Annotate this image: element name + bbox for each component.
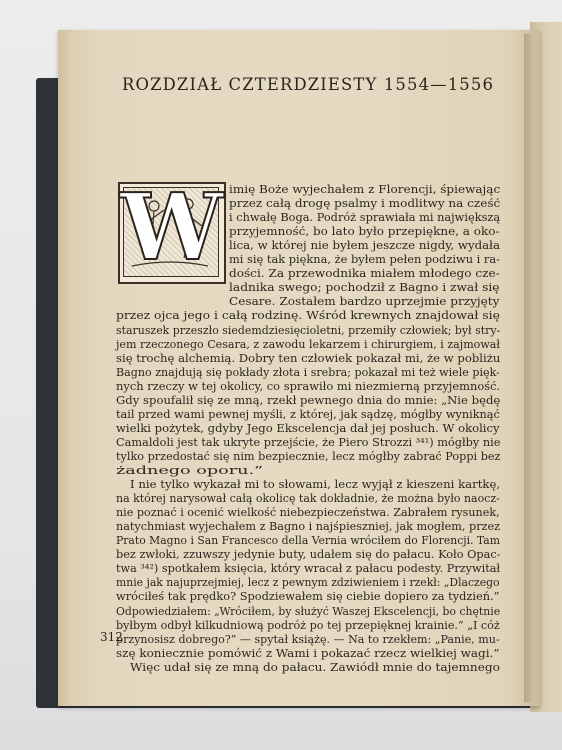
text-line: żadnego oporu.”	[116, 464, 264, 477]
text-line: Prato Magno i San Francesco della Vernia wróciłem do Florencji. Tam	[116, 534, 500, 548]
text-line: twa ³⁴²) spotkałem księcia, który wracał z pałacu podesty. Przywitał	[116, 562, 501, 576]
chapter-title: ROZDZIAŁ CZTERDZIESTY 1554—1556	[122, 75, 495, 95]
text-line: Odpowiedziałem: „Wróciłem, by służyć Waszej Ekscelencji, bo chętnie	[116, 604, 501, 618]
text-line: Camaldoli jest tak ukryte przejście, że Piero Strozzi ³⁴¹) mógłby nie	[116, 435, 501, 449]
text-line: na której narysował całą okolicę tak dokładnie, że można było naocz-	[116, 492, 500, 506]
text-line: lica, w której nie byłem jeszcze nigdy, wydała	[229, 239, 501, 253]
text-line: I nie tylko wykazał mi to słowami, lecz wyjął z kieszeni kartkę,	[130, 478, 501, 492]
text-line: Cesare. Zostałem bardzo uprzejmie przyjęty	[229, 295, 500, 309]
text-line: ladnika swego; pochodził z Bagno i zwał się	[229, 281, 500, 295]
initial-letter: W	[120, 173, 224, 281]
text-line: i chwałę Boga. Podróż sprawiała mi największą	[229, 211, 501, 225]
text-line: jem rzeczonego Cesara, z zawodu lekarzem i chirurgiem, i zajmował	[116, 337, 500, 351]
text-line: natychmiast wyjechałem z Bagno i najśpieszniej, jak mogłem, przez	[116, 520, 501, 534]
text-line: się trochę alchemią. Dobry ten człowiek pokazał mi, że w pobliżu	[116, 351, 501, 365]
text-line: wróciłeś tak prędko? Spodziewałem się ciebie dopiero za tydzień.”	[116, 590, 500, 604]
text-line: wielki pożytek, gdyby Jego Ekscelencja dał jej posłuch. W okolicy	[116, 421, 500, 435]
text-line: dości. Za przewodnika miałem młodego cze-	[229, 267, 500, 281]
text-line: byłbym odbył kilkudniową podróż po tej przepięknej krainie.” „I cóż	[116, 618, 500, 632]
text-line: szę koniecznie pomówić z Wami i pokazać rzecz wielkiej wagi.”	[116, 646, 500, 660]
text-line: nie poznać i ocenić wielkość niebezpieczeństwa. Zabrałem rysunek,	[116, 506, 500, 520]
text-line: nych rzeczy w tej okolicy, co sprawiło mi niezmierną przyjemność.	[116, 379, 501, 393]
text-line: mnie jak najuprzejmiej, lecz z pewnym zdziwieniem i rzekł: „Dlaczego	[116, 576, 500, 590]
text-line: przyjemność, bo lato było przepiękne, a oko-	[229, 225, 500, 239]
text-line: staruszek przeszło siedemdziesięcioletni, przemiły człowiek; był stry-	[116, 323, 501, 337]
text-line: Bagno znajdują się pokłady złota i srebra; pokazał mi też wiele pięk-	[116, 365, 500, 379]
decorated-initial	[118, 173, 226, 284]
text-line: mi się tak piękna, że byłem pełen podziwu i ra-	[229, 253, 500, 267]
text-line: tylko przedostać się nim bezpiecznie, lecz mógłby zabrać Poppi bez	[116, 449, 501, 463]
page-number: 312	[100, 630, 123, 644]
page-gutter-shadow	[524, 34, 534, 702]
text-line: przynosisz dobrego?” — spytał książę. — Na to rzekłem: „Panie, mu-	[116, 632, 500, 646]
text-line: bez zwłoki, zzuwszy jedynie buty, udałem się do pałacu. Koło Opac-	[116, 548, 501, 562]
text-line: Więc udał się ze mną do pałacu. Zawiódł mnie do tajemnego	[130, 660, 500, 674]
text-line: Gdy spoufalił się ze mną, rzekł pewnego dnia do mnie: „Nie będę	[116, 393, 501, 407]
text-line: imię Boże wyjechałem z Florencji, śpiewając	[229, 183, 501, 196]
text-line: przez całą drogę psalmy i modlitwy na cześć	[229, 197, 501, 211]
text-line: tail przed wami pewnej myśli, z której, jak sądzę, mógłby wyniknąć	[116, 407, 500, 421]
text-line: przez ojca jego i całą rodzinę. Wśród krewnych znajdował się	[116, 309, 500, 323]
